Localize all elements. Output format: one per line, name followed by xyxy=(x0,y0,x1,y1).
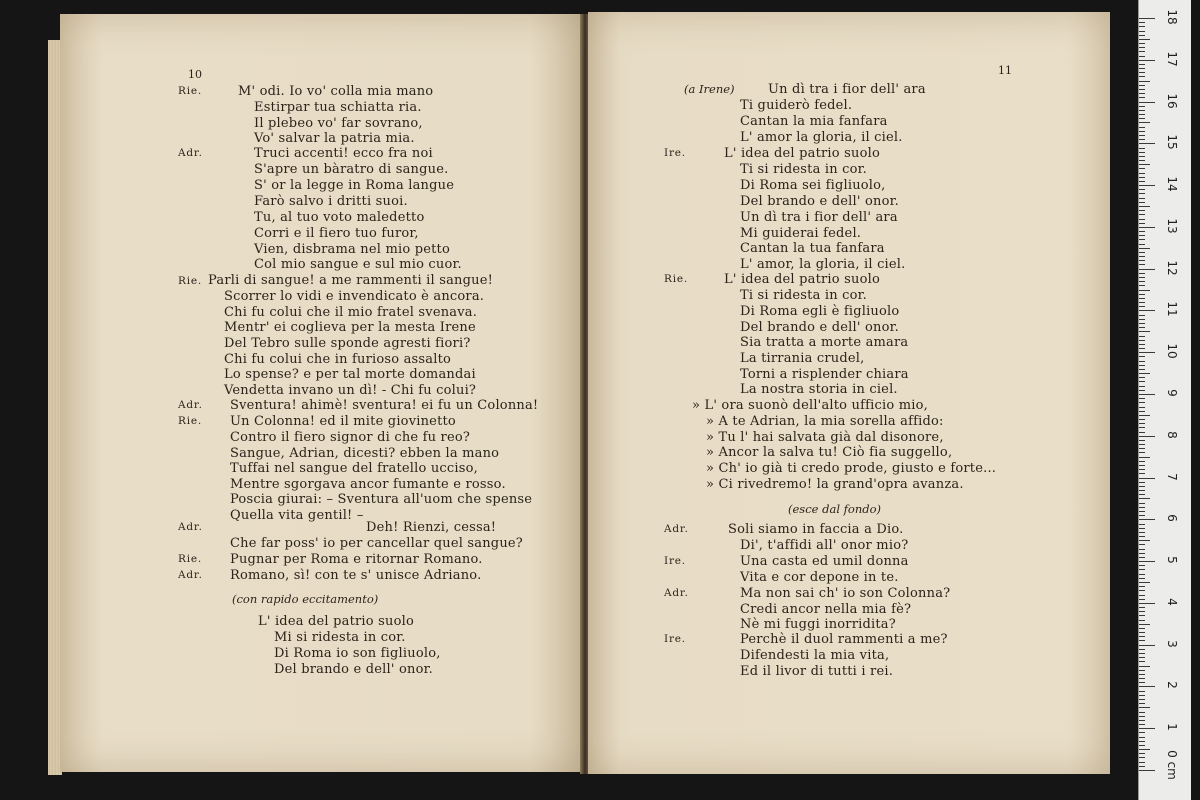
verse-line: L' idea del patrio suolo xyxy=(724,272,880,287)
ruler-tick xyxy=(1139,281,1145,282)
ruler-tick xyxy=(1139,336,1145,337)
ruler-tick xyxy=(1139,524,1145,525)
page-number-right: 11 xyxy=(998,64,1012,77)
ruler-tick xyxy=(1139,60,1155,61)
ruler-tick xyxy=(1139,682,1145,683)
verse-line: Ti si ridesta in cor. xyxy=(740,288,867,303)
verse-line: Estirpar tua schiatta ria. xyxy=(254,100,422,115)
verse-line: » Ch' io già ti credo prode, giusto e forte... xyxy=(706,461,997,476)
verse-line: S' or la legge in Roma langue xyxy=(254,178,455,193)
verse-line: Tu, al tuo voto maledetto xyxy=(254,210,425,225)
ruler-tick xyxy=(1139,381,1145,382)
verse-line: Col mio sangue e sul mio cuor. xyxy=(254,257,462,272)
verse-line: Cantan la tua fanfara xyxy=(740,241,885,256)
ruler-number: 8 xyxy=(1165,430,1179,439)
ruler-tick xyxy=(1139,264,1145,265)
ruler-tick xyxy=(1139,712,1145,713)
ruler-number: 3 xyxy=(1165,639,1179,648)
ruler-tick xyxy=(1139,398,1145,399)
speaker-label: Rie. xyxy=(178,553,203,565)
ruler-tick xyxy=(1139,753,1145,754)
ruler-tick xyxy=(1139,745,1145,746)
ruler-tick xyxy=(1139,427,1145,428)
ruler-tick xyxy=(1139,432,1145,433)
ruler-tick xyxy=(1139,536,1145,537)
ruler-tick xyxy=(1139,164,1150,165)
verse-line: Pugnar per Roma e ritornar Romano. xyxy=(230,552,483,567)
ruler-tick xyxy=(1139,486,1145,487)
ruler-tick xyxy=(1139,569,1145,570)
ruler-tick xyxy=(1139,81,1150,82)
ruler-tick xyxy=(1139,148,1145,149)
page-number-left: 10 xyxy=(188,68,202,81)
ruler-tick xyxy=(1139,599,1145,600)
verse-line: Ti si ridesta in cor. xyxy=(740,162,867,177)
ruler-tick xyxy=(1139,285,1145,286)
verse-line: Vien, disbrama nel mio petto xyxy=(254,242,450,257)
ruler-tick xyxy=(1139,448,1145,449)
ruler-tick xyxy=(1139,632,1145,633)
ruler-tick xyxy=(1139,457,1150,458)
ruler-tick xyxy=(1139,127,1145,128)
ruler-tick xyxy=(1139,528,1145,529)
verse-line: Mentre sgorgava ancor fumante e rosso. xyxy=(230,477,506,492)
ruler-tick xyxy=(1139,666,1150,667)
ruler-tick xyxy=(1139,177,1145,178)
verse-line: Un dì tra i fior dell' ara xyxy=(768,82,926,97)
verse-line: Deh! Rienzi, cessa! xyxy=(366,520,497,535)
ruler-tick xyxy=(1139,51,1145,52)
ruler-tick xyxy=(1139,766,1145,767)
ruler-tick xyxy=(1139,298,1145,299)
verse-line: Chi fu colui che in furioso assalto xyxy=(224,352,452,367)
verse-line: Torni a risplender chiara xyxy=(740,367,909,382)
ruler-tick xyxy=(1139,540,1150,541)
dialogue-line: Ed il livor di tutti i rei. xyxy=(740,664,894,679)
speaker-label: Adr. xyxy=(178,399,203,411)
ruler-tick xyxy=(1139,440,1145,441)
ruler-tick xyxy=(1139,478,1155,479)
ruler-tick xyxy=(1139,615,1145,616)
ruler-number: 11 xyxy=(1165,301,1179,318)
chorus-line: L' idea del patrio suolo xyxy=(258,614,414,629)
verse-line: Contro il fiero signor di che fu reo? xyxy=(230,430,471,445)
ruler-tick xyxy=(1139,198,1145,199)
ruler-tick xyxy=(1139,102,1155,103)
ruler-tick xyxy=(1139,235,1145,236)
ruler-tick xyxy=(1139,122,1150,123)
verse-line: Sangue, Adrian, dicesti? ebben la mano xyxy=(230,446,500,461)
ruler-tick xyxy=(1139,511,1145,512)
ruler-tick xyxy=(1139,210,1145,211)
verse-line: Tuffai nel sangue del fratello ucciso, xyxy=(230,461,478,476)
verse-line: La nostra storia in ciel. xyxy=(740,382,898,397)
ruler-tick xyxy=(1139,252,1145,253)
verse-line: Romano, sì! con te s' unisce Adriano. xyxy=(230,568,482,583)
ruler-tick xyxy=(1139,407,1145,408)
stage-direction: (esce dal fondo) xyxy=(788,502,882,516)
ruler-tick xyxy=(1139,110,1145,111)
ruler-tick xyxy=(1139,707,1150,708)
ruler-tick xyxy=(1139,143,1155,144)
ruler-tick xyxy=(1139,302,1145,303)
ruler-tick xyxy=(1139,344,1145,345)
ruler-tick xyxy=(1139,624,1150,625)
ruler-tick xyxy=(1139,131,1145,132)
ruler-tick xyxy=(1139,356,1145,357)
ruler-tick xyxy=(1139,173,1145,174)
speaker-label: Rie. xyxy=(664,273,689,285)
verse-line: Scorrer lo vidi e invendicato è ancora. xyxy=(224,289,485,304)
ruler-tick xyxy=(1139,185,1155,186)
ruler-tick xyxy=(1139,310,1155,311)
dialogue-line: Perchè il duol rammenti a me? xyxy=(740,632,948,647)
verse-line: Del Tebro sulle sponde agresti fiori? xyxy=(224,336,471,351)
ruler-tick xyxy=(1139,248,1150,249)
ruler-tick xyxy=(1139,469,1145,470)
ruler-tick xyxy=(1139,620,1145,621)
ruler-tick xyxy=(1139,193,1145,194)
ruler-tick xyxy=(1139,168,1145,169)
ruler-tick xyxy=(1139,31,1145,32)
verse-line: Un dì tra i fior dell' ara xyxy=(740,210,898,225)
ruler-tick xyxy=(1139,503,1145,504)
ruler-tick xyxy=(1139,156,1145,157)
speaker-label: Ire. xyxy=(664,147,686,159)
ruler-number: 2 xyxy=(1165,681,1179,690)
ruler-tick xyxy=(1139,277,1145,278)
ruler-tick xyxy=(1139,544,1145,545)
ruler-number: 18 xyxy=(1165,9,1179,25)
ruler-tick xyxy=(1139,557,1145,558)
ruler-tick xyxy=(1139,181,1145,182)
dialogue-line: Ma non sai ch' io son Colonna? xyxy=(740,586,951,601)
verse-line: L' amor, la gloria, il ciel. xyxy=(740,257,906,272)
ruler-tick xyxy=(1139,561,1155,562)
speaker-label: Rie. xyxy=(178,415,203,427)
ruler-tick xyxy=(1139,653,1145,654)
verse-line: Mi guiderai fedel. xyxy=(740,226,862,241)
ruler-tick xyxy=(1139,76,1145,77)
ruler-tick xyxy=(1139,64,1145,65)
verse-line: Del brando e dell' onor. xyxy=(740,194,899,209)
ruler-tick xyxy=(1139,68,1145,69)
ruler-tick xyxy=(1139,578,1145,579)
ruler-tick xyxy=(1139,686,1155,687)
verse-line: Di Roma sei figliuolo, xyxy=(740,178,886,193)
verse-line: Parli di sangue! a me rammenti il sangue! xyxy=(208,273,494,288)
ruler-tick xyxy=(1139,678,1145,679)
speaker-label: Rie. xyxy=(178,275,203,287)
ruler-tick xyxy=(1139,85,1145,86)
ruler-tick xyxy=(1139,323,1145,324)
ruler-tick xyxy=(1139,93,1145,94)
ruler-tick xyxy=(1139,315,1145,316)
ruler-tick xyxy=(1139,532,1145,533)
ruler-tick xyxy=(1139,219,1145,220)
ruler-number: 9 xyxy=(1165,389,1179,397)
ruler-tick xyxy=(1139,699,1145,700)
ruler-tick xyxy=(1139,206,1150,207)
ruler-tick xyxy=(1139,657,1145,658)
ruler-tick xyxy=(1139,636,1145,637)
chorus-line: Del brando e dell' onor. xyxy=(274,662,433,677)
speaker-label: Adr. xyxy=(178,521,203,533)
speaker-label: Ire. xyxy=(664,555,686,567)
ruler-tick xyxy=(1139,256,1145,257)
ruler-tick xyxy=(1139,227,1155,228)
ruler-tick xyxy=(1139,118,1145,119)
ruler-tick xyxy=(1139,411,1145,412)
ruler-tick xyxy=(1139,490,1145,491)
dialogue-line: Difendesti la mia vita, xyxy=(740,648,890,663)
ruler-tick xyxy=(1139,465,1145,466)
ruler-tick xyxy=(1139,35,1145,36)
ruler-tick xyxy=(1139,728,1155,729)
ruler-tick xyxy=(1139,373,1150,374)
verse-line: » Tu l' hai salvata già dal disonore, xyxy=(706,430,944,445)
ruler-tick xyxy=(1139,22,1145,23)
verse-line: Mentr' ei coglieva per la mesta Irene xyxy=(224,320,476,335)
ruler-tick xyxy=(1139,244,1145,245)
ruler-number: 4 xyxy=(1165,598,1179,606)
verse-line: Del brando e dell' onor. xyxy=(740,320,899,335)
ruler-tick xyxy=(1139,214,1145,215)
ruler-tick xyxy=(1139,574,1145,575)
ruler-tick xyxy=(1139,269,1155,270)
ruler-tick xyxy=(1139,231,1145,232)
verse-line: Quella vita gentil! – xyxy=(230,508,364,523)
ruler-tick xyxy=(1139,436,1155,437)
ruler-tick xyxy=(1139,553,1145,554)
ruler-number: 17 xyxy=(1165,51,1179,67)
ruler-tick xyxy=(1139,139,1145,140)
dialogue-line: Nè mi fuggi inorridita? xyxy=(740,617,896,632)
verse-line: Sia tratta a morte amara xyxy=(740,335,909,350)
ruler-tick xyxy=(1139,695,1145,696)
ruler-tick xyxy=(1139,482,1145,483)
ruler-number: 5 xyxy=(1165,556,1179,564)
ruler-tick xyxy=(1139,661,1145,662)
ruler-tick xyxy=(1139,423,1145,424)
verse-line: Vo' salvar la patria mia. xyxy=(254,131,415,146)
ruler-tick xyxy=(1139,290,1150,291)
ruler-tick xyxy=(1139,260,1145,261)
ruler-number: 10 xyxy=(1165,343,1179,359)
verse-line: » L' ora suonò dell'alto ufficio mio, xyxy=(692,398,928,413)
ruler-tick xyxy=(1139,306,1145,307)
ruler-tick xyxy=(1139,402,1145,403)
stage-direction: (con rapido eccitamento) xyxy=(232,592,379,606)
verse-line: » A te Adrian, la mia sorella affido: xyxy=(706,414,944,429)
ruler-tick xyxy=(1139,703,1145,704)
dialogue-line: Di', t'affidi all' onor mio? xyxy=(740,538,909,553)
speaker-label: Adr. xyxy=(664,523,689,535)
verse-line: Farò salvo i dritti suoi. xyxy=(254,194,408,209)
ruler-tick xyxy=(1139,595,1145,596)
ruler-tick xyxy=(1139,628,1145,629)
ruler-tick xyxy=(1139,319,1145,320)
ruler-tick xyxy=(1139,47,1145,48)
verse-line: Che far poss' io per cancellar quel sangue? xyxy=(230,536,523,551)
verse-line: Truci accenti! ecco fra noi xyxy=(254,146,433,161)
ruler-tick xyxy=(1139,607,1145,608)
ruler-tick xyxy=(1139,590,1145,591)
ruler-tick xyxy=(1139,720,1145,721)
verse-line: Chi fu colui che il mio fratel svenava. xyxy=(224,305,478,320)
speaker-label: Ire. xyxy=(664,633,686,645)
ruler-tick xyxy=(1139,340,1145,341)
ruler-number: 12 xyxy=(1165,260,1179,276)
ruler-tick xyxy=(1139,43,1145,44)
verse-line: Ti guiderò fedel. xyxy=(740,98,853,113)
ruler-tick xyxy=(1139,732,1145,733)
chorus-line: Mi si ridesta in cor. xyxy=(274,630,406,645)
ruler-tick xyxy=(1139,135,1145,136)
ruler-tick xyxy=(1139,419,1145,420)
ruler-tick xyxy=(1139,114,1145,115)
dialogue-line: Una casta ed umil donna xyxy=(740,554,909,569)
ruler-tick xyxy=(1139,586,1145,587)
ruler-tick xyxy=(1139,549,1145,550)
verse-line: L' amor la gloria, il ciel. xyxy=(740,130,903,145)
ruler-tick xyxy=(1139,716,1145,717)
ruler-tick xyxy=(1139,18,1155,19)
verse-line: » Ci rivedremo! la grand'opra avanza. xyxy=(706,477,964,492)
ruler-tick xyxy=(1139,444,1145,445)
verse-line: Poscia giurai: – Sventura all'uom che spense xyxy=(230,492,533,507)
ruler-tick xyxy=(1139,515,1145,516)
speaker-label: Adr. xyxy=(178,147,203,159)
ruler-unit-label: 0 cm xyxy=(1165,750,1179,780)
ruler-tick xyxy=(1139,674,1145,675)
ruler-tick xyxy=(1139,365,1145,366)
chorus-line: Di Roma io son figliuolo, xyxy=(274,646,441,661)
verse-line: Vendetta invano un dì! - Chi fu colui? xyxy=(224,383,477,398)
ruler-tick xyxy=(1139,273,1145,274)
dialogue-line: Vita e cor depone in te. xyxy=(740,570,899,585)
ruler-number: 7 xyxy=(1165,472,1179,481)
ruler-tick xyxy=(1139,377,1145,378)
verse-line: Sventura! ahimè! sventura! ei fu un Colonna! xyxy=(230,398,539,413)
ruler-tick xyxy=(1139,202,1145,203)
ruler-tick xyxy=(1139,611,1145,612)
verse-line: » Ancor la salva tu! Ciò fia suggello, xyxy=(706,445,953,460)
ruler-tick xyxy=(1139,331,1150,332)
ruler-tick xyxy=(1139,670,1145,671)
ruler-tick xyxy=(1139,582,1150,583)
verse-line: Un Colonna! ed il mite giovinetto xyxy=(230,414,456,429)
ruler-tick xyxy=(1139,649,1145,650)
ruler-tick xyxy=(1139,741,1145,742)
ruler-tick xyxy=(1139,39,1150,40)
ruler-tick xyxy=(1139,473,1145,474)
speaker-label: Adr. xyxy=(178,569,203,581)
ruler-tick xyxy=(1139,749,1150,750)
speaker-label: Rie. xyxy=(178,85,203,97)
verse-line: L' idea del patrio suolo xyxy=(724,146,880,161)
ruler-tick xyxy=(1139,160,1145,161)
ruler-number: 1 xyxy=(1165,723,1179,732)
left-page xyxy=(60,14,582,772)
ruler-tick xyxy=(1139,361,1145,362)
ruler-tick xyxy=(1139,386,1145,387)
ruler-tick xyxy=(1139,640,1145,641)
ruler-tick xyxy=(1139,757,1145,758)
ruler-number: 15 xyxy=(1165,134,1179,150)
ruler-tick xyxy=(1139,72,1145,73)
ruler-tick xyxy=(1139,724,1145,725)
ruler-tick xyxy=(1139,565,1145,566)
ruler-tick xyxy=(1139,507,1145,508)
right-page xyxy=(588,12,1110,774)
ruler-tick xyxy=(1139,390,1145,391)
ruler-tick xyxy=(1139,97,1145,98)
ruler-tick xyxy=(1139,691,1145,692)
ruler-tick xyxy=(1139,189,1145,190)
ruler-tick xyxy=(1139,394,1155,395)
ruler-tick xyxy=(1139,56,1145,57)
verse-line: Lo spense? e per tal morte domandai xyxy=(224,367,476,382)
ruler-tick xyxy=(1139,223,1145,224)
ruler-tick xyxy=(1139,294,1145,295)
verse-line: Di Roma egli è figliuolo xyxy=(740,304,900,319)
ruler-tick xyxy=(1139,498,1150,499)
verse-line: M' odi. Io vo' colla mia mano xyxy=(238,84,434,99)
ruler-tick xyxy=(1139,770,1155,771)
ruler-tick xyxy=(1139,645,1155,646)
ruler-tick xyxy=(1139,452,1145,453)
verse-line: Cantan la mia fanfara xyxy=(740,114,888,129)
ruler-tick xyxy=(1139,239,1145,240)
ruler-tick xyxy=(1139,26,1145,27)
ruler-tick xyxy=(1139,603,1155,604)
ruler-tick xyxy=(1139,352,1155,353)
ruler-tick xyxy=(1139,762,1145,763)
ruler-number: 13 xyxy=(1165,218,1179,234)
verse-line: Il plebeo vo' far sovrano, xyxy=(254,116,423,131)
ruler-tick xyxy=(1139,494,1145,495)
verse-line: Corri e il fiero tuo furor, xyxy=(254,226,419,241)
ruler-tick xyxy=(1139,369,1145,370)
ruler-tick xyxy=(1139,89,1145,90)
dialogue-line: Credi ancor nella mia fè? xyxy=(740,602,912,617)
ruler-tick xyxy=(1139,519,1155,520)
stage-direction: (a Irene) xyxy=(684,82,735,96)
verse-line: La tirrania crudel, xyxy=(740,351,865,366)
ruler-tick xyxy=(1139,348,1145,349)
measuring-ruler xyxy=(1138,0,1191,800)
speaker-label: Adr. xyxy=(664,587,689,599)
dialogue-line: Soli siamo in faccia a Dio. xyxy=(728,522,904,537)
ruler-number: 16 xyxy=(1165,92,1179,109)
ruler-tick xyxy=(1139,106,1145,107)
ruler-number: 6 xyxy=(1165,514,1179,523)
ruler-tick xyxy=(1139,152,1145,153)
ruler-tick xyxy=(1139,737,1145,738)
ruler-tick xyxy=(1139,461,1145,462)
verse-line: S'apre un bàratro di sangue. xyxy=(254,162,449,177)
ruler-tick xyxy=(1139,327,1145,328)
ruler-tick xyxy=(1139,415,1150,416)
ruler-number: 14 xyxy=(1165,176,1179,192)
